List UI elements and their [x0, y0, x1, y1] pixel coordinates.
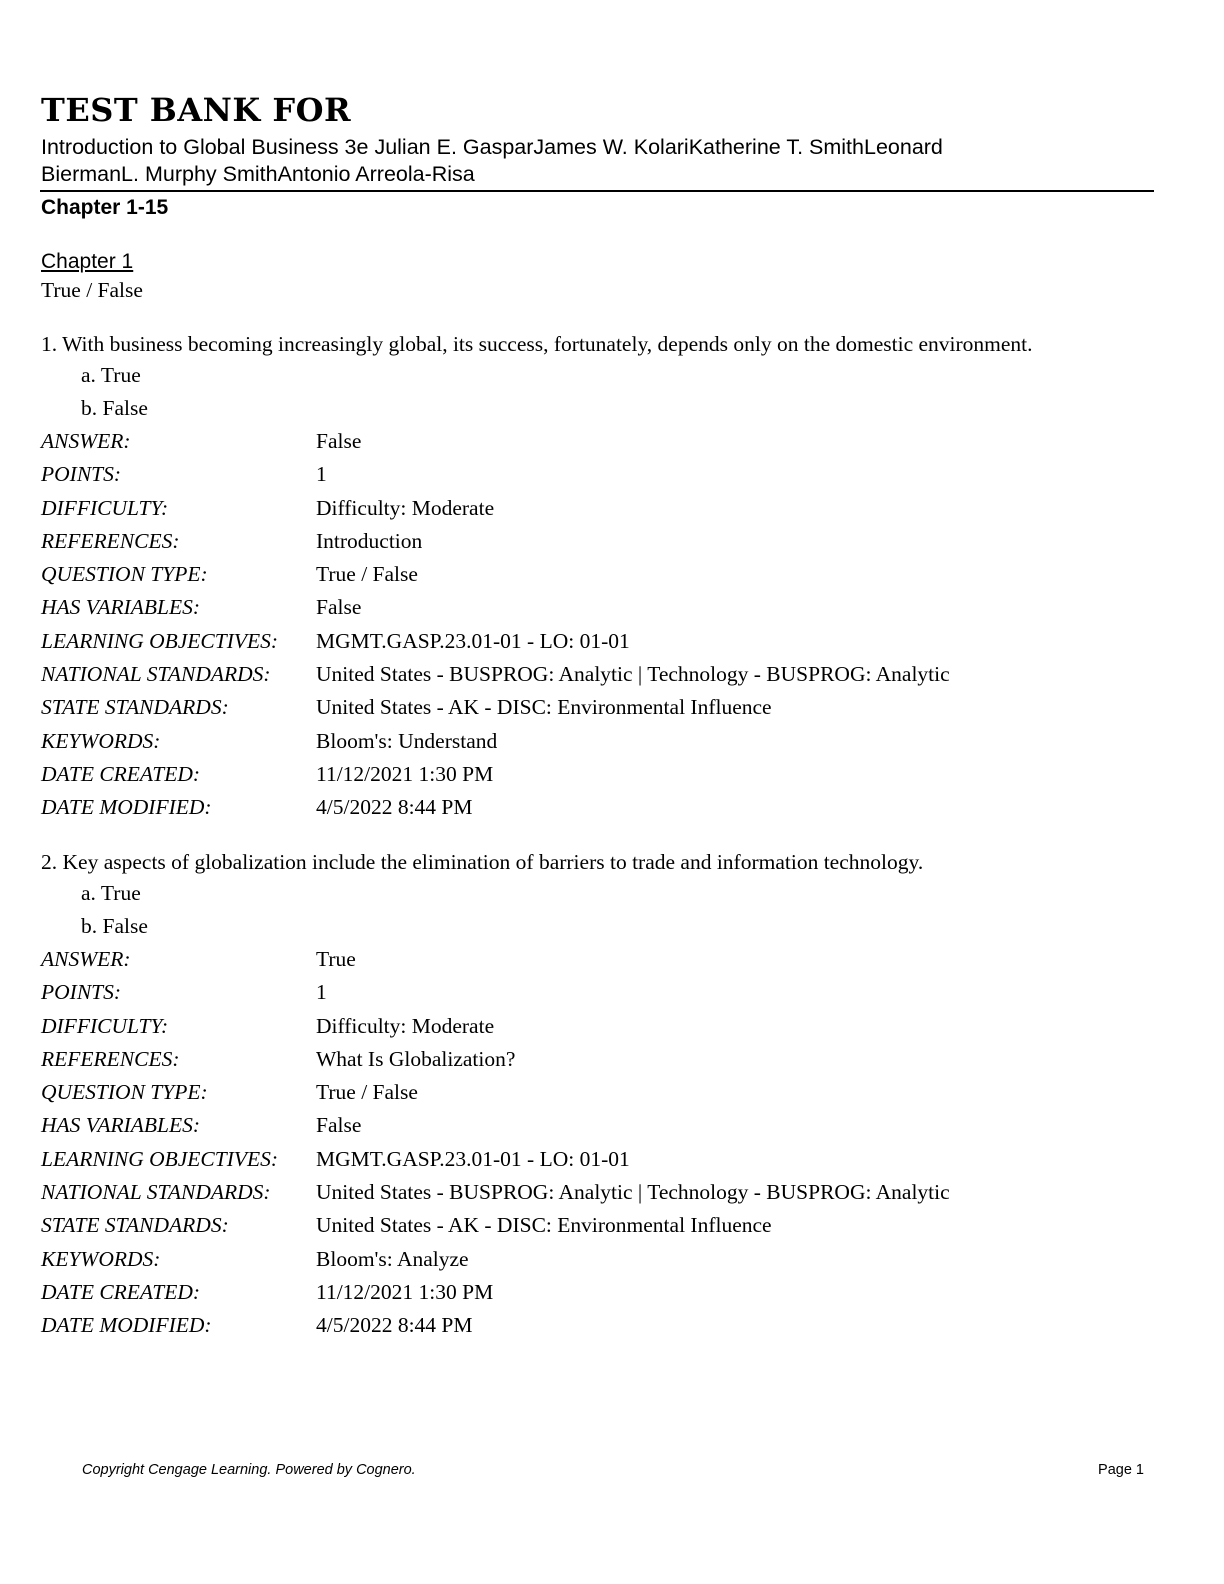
meta-keywords [41, 1243, 1181, 1276]
meta-value: What Is Globalization? [316, 1046, 516, 1071]
option-a: a. True [81, 363, 141, 387]
meta-value: False [316, 595, 362, 620]
meta-label: QUESTION TYPE: [41, 1080, 208, 1105]
meta-value: 11/12/2021 1:30 PM [316, 1279, 494, 1304]
meta-value: United States - BUSPROG: Analytic | Technology - BUSPROG: Analytic [316, 662, 950, 687]
test-bank-title: TEST BANK FOR [41, 91, 352, 129]
question-text: 2. Key aspects of globalization include the elimination of barriers to trade and information technology. [41, 850, 924, 874]
meta-value: True / False [316, 562, 418, 587]
meta-difficulty [41, 492, 1181, 525]
meta-value: 4/5/2022 8:44 PM [316, 1313, 473, 1338]
book-title-line-2: BiermanL. Murphy SmithAntonio Arreola-Risa [41, 162, 475, 186]
meta-value: 1 [316, 980, 327, 1005]
meta-value: False [316, 1113, 362, 1138]
meta-value: True [316, 947, 356, 971]
chapter-heading: Chapter 1 [41, 250, 134, 273]
meta-value: United States - AK - DISC: Environmental Influence [316, 695, 772, 720]
meta-national-standards [41, 1176, 1181, 1209]
meta-keywords [41, 725, 1181, 758]
header-rule [40, 190, 1154, 192]
meta-question-type [41, 558, 1181, 591]
meta-answer [41, 425, 1181, 458]
section-type: True / False [41, 278, 143, 302]
meta-value: Difficulty: Moderate [316, 495, 495, 520]
meta-has-variables [41, 1109, 1181, 1142]
meta-value: Bloom's: Understand [316, 728, 498, 753]
meta-has-variables [41, 591, 1181, 624]
meta-label: DIFFICULTY: [41, 1013, 169, 1038]
meta-date-created [41, 758, 1181, 791]
book-title-line-1: Introduction to Global Business 3e Julian E. GasparJames W. KolariKatherine T. SmithLeonard [41, 135, 943, 159]
meta-value: MGMT.GASP.23.01-01 - LO: 01-01 [316, 628, 630, 653]
meta-label: DIFFICULTY: [41, 495, 169, 520]
meta-value: False [316, 429, 362, 453]
meta-label: KEYWORDS: [41, 1246, 161, 1271]
meta-label: DATE CREATED: [41, 761, 201, 786]
meta-label: DATE CREATED: [41, 1279, 201, 1304]
meta-label: ANSWER: [41, 429, 131, 453]
meta-label: ANSWER: [41, 947, 131, 971]
meta-label: POINTS: [41, 980, 122, 1005]
meta-value: United States - BUSPROG: Analytic | Technology - BUSPROG: Analytic [316, 1180, 950, 1205]
question-1 [41, 329, 1181, 825]
option-b: b. False [81, 914, 148, 938]
meta-learning-objectives [41, 1143, 1181, 1176]
option-b: b. False [81, 396, 148, 420]
meta-value: Difficulty: Moderate [316, 1013, 495, 1038]
meta-value: True / False [316, 1080, 418, 1105]
meta-label: POINTS: [41, 462, 122, 487]
meta-label: STATE STANDARDS: [41, 695, 229, 720]
meta-difficulty [41, 1010, 1181, 1043]
meta-label: DATE MODIFIED: [41, 795, 212, 820]
meta-value: Introduction [316, 528, 423, 553]
meta-label: REFERENCES: [41, 528, 180, 553]
chapter-range: Chapter 1-15 [41, 196, 169, 219]
meta-label: NATIONAL STANDARDS: [41, 662, 271, 687]
meta-date-modified [41, 1309, 1181, 1342]
meta-label: LEARNING OBJECTIVES: [41, 628, 279, 653]
meta-label: HAS VARIABLES: [41, 1113, 201, 1138]
option-a: a. True [81, 881, 141, 905]
meta-label: HAS VARIABLES: [41, 595, 201, 620]
meta-value: 11/12/2021 1:30 PM [316, 761, 494, 786]
meta-label: QUESTION TYPE: [41, 562, 208, 587]
meta-national-standards [41, 658, 1181, 691]
meta-label: NATIONAL STANDARDS: [41, 1180, 271, 1205]
meta-date-modified [41, 791, 1181, 824]
meta-value: 4/5/2022 8:44 PM [316, 795, 473, 820]
meta-label: STATE STANDARDS: [41, 1213, 229, 1238]
meta-value: United States - AK - DISC: Environmental Influence [316, 1213, 772, 1238]
meta-value: MGMT.GASP.23.01-01 - LO: 01-01 [316, 1146, 630, 1171]
meta-references [41, 1043, 1181, 1076]
meta-state-standards [41, 691, 1181, 724]
meta-label: REFERENCES: [41, 1046, 180, 1071]
meta-label: KEYWORDS: [41, 728, 161, 753]
footer-copyright: Copyright Cengage Learning. Powered by Cognero. [82, 1462, 416, 1478]
meta-points [41, 458, 1181, 491]
meta-label: DATE MODIFIED: [41, 1313, 212, 1338]
meta-date-created [41, 1276, 1181, 1309]
meta-question-type [41, 1076, 1181, 1109]
question-2 [41, 847, 1181, 1343]
footer-page-number: Page 1 [1098, 1462, 1144, 1478]
meta-value: Bloom's: Analyze [316, 1246, 469, 1271]
meta-label: LEARNING OBJECTIVES: [41, 1146, 279, 1171]
meta-references [41, 525, 1181, 558]
meta-learning-objectives [41, 625, 1181, 658]
meta-answer [41, 943, 1181, 976]
meta-points [41, 976, 1181, 1009]
meta-value: 1 [316, 462, 327, 487]
meta-state-standards [41, 1209, 1181, 1242]
question-text: 1. With business becoming increasingly global, its success, fortunately, depends only on the domestic environment. [41, 332, 1033, 356]
